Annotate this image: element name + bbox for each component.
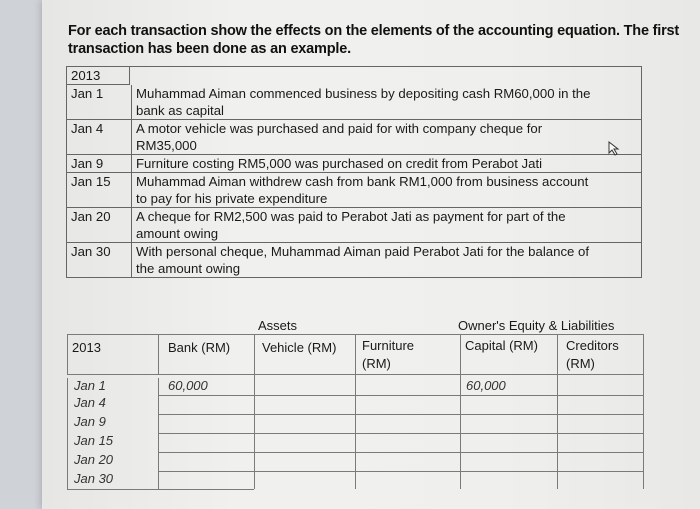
- transaction-date: Jan 9: [67, 155, 132, 172]
- header-furniture-unit: (RM): [362, 356, 391, 371]
- transaction-description: [132, 85, 641, 119]
- transaction-date: Jan 4: [67, 120, 132, 154]
- header-capital: Capital (RM): [465, 338, 538, 353]
- header-furniture: Furniture: [362, 338, 415, 353]
- transaction-date: Jan 20: [67, 208, 132, 242]
- transaction-row: [67, 243, 641, 277]
- transaction-description: [132, 120, 641, 154]
- heading-line-1: For each transaction show the effects on the elements of the accounting equation. The first: [68, 23, 680, 39]
- description-line: A cheque for RM2,500 was paid to Perabot Jati as payment for part of the: [136, 209, 566, 224]
- mouse-pointer-icon: [608, 141, 622, 157]
- transaction-date: Jan 1: [67, 85, 132, 119]
- owners-equity-liabilities-label: Owner's Equity & Liabilities: [458, 318, 615, 333]
- description-line: the amount owing: [136, 261, 241, 276]
- description-line: A motor vehicle was purchased and paid for with company cheque for: [136, 121, 543, 136]
- header-year: 2013: [72, 340, 101, 355]
- description-line: to pay for his private expenditure: [136, 191, 328, 206]
- vehicle-answer-cells[interactable]: [255, 375, 355, 489]
- description-line: RM35,000: [136, 138, 197, 153]
- transaction-row: [67, 155, 641, 173]
- description-line: Muhammad Aiman withdrew cash from bank RM1,000 from business account: [136, 174, 589, 189]
- transaction-description: [132, 243, 641, 277]
- transactions-year: 2013: [67, 67, 130, 85]
- description-line: Muhammad Aiman commenced business by depositing cash RM60,000 in the: [136, 86, 591, 101]
- transaction-row: [67, 208, 641, 243]
- description-line: Furniture costing RM5,000 was purchased on credit from Perabot Jati: [136, 156, 543, 171]
- table-line: [67, 489, 254, 490]
- transactions-table: [66, 66, 642, 278]
- transaction-row: [67, 85, 641, 120]
- jan1-capital-value: 60,000: [466, 378, 506, 393]
- table-line: [158, 334, 159, 374]
- row-date: Jan 9: [74, 414, 106, 429]
- transaction-row: [67, 173, 641, 208]
- row-date: Jan 1: [74, 378, 106, 393]
- row-date: Jan 4: [74, 395, 106, 410]
- transaction-date: Jan 30: [67, 243, 132, 277]
- creditors-answer-cells[interactable]: [558, 375, 643, 489]
- transaction-description: [132, 173, 641, 207]
- furniture-answer-cells[interactable]: [356, 375, 460, 489]
- description-line: amount owing: [136, 226, 219, 241]
- transaction-row: [67, 120, 641, 155]
- row-date: Jan 30: [74, 471, 114, 486]
- assets-group-label: Assets: [258, 318, 298, 333]
- header-creditors-unit: (RM): [566, 356, 595, 371]
- transaction-description: [132, 208, 641, 242]
- row-date: Jan 15: [74, 433, 114, 448]
- capital-answer-cells[interactable]: [461, 396, 557, 489]
- description-line: bank as capital: [136, 103, 224, 118]
- table-line: [67, 334, 68, 374]
- table-line: [643, 334, 644, 489]
- header-bank: Bank (RM): [168, 340, 231, 355]
- transaction-description: [132, 155, 641, 172]
- header-vehicle: Vehicle (RM): [262, 340, 337, 355]
- header-creditors: Creditors: [566, 338, 619, 353]
- transaction-date: Jan 15: [67, 173, 132, 207]
- question-heading: [68, 22, 680, 58]
- heading-line-2: transaction has been done as an example.: [68, 41, 351, 57]
- jan1-bank-value: 60,000: [168, 378, 208, 393]
- description-line: With personal cheque, Muhammad Aiman paid Perabot Jati for the balance of: [136, 244, 590, 259]
- table-line: [67, 378, 68, 489]
- row-date: Jan 20: [74, 452, 114, 467]
- bank-answer-cells[interactable]: [159, 396, 254, 489]
